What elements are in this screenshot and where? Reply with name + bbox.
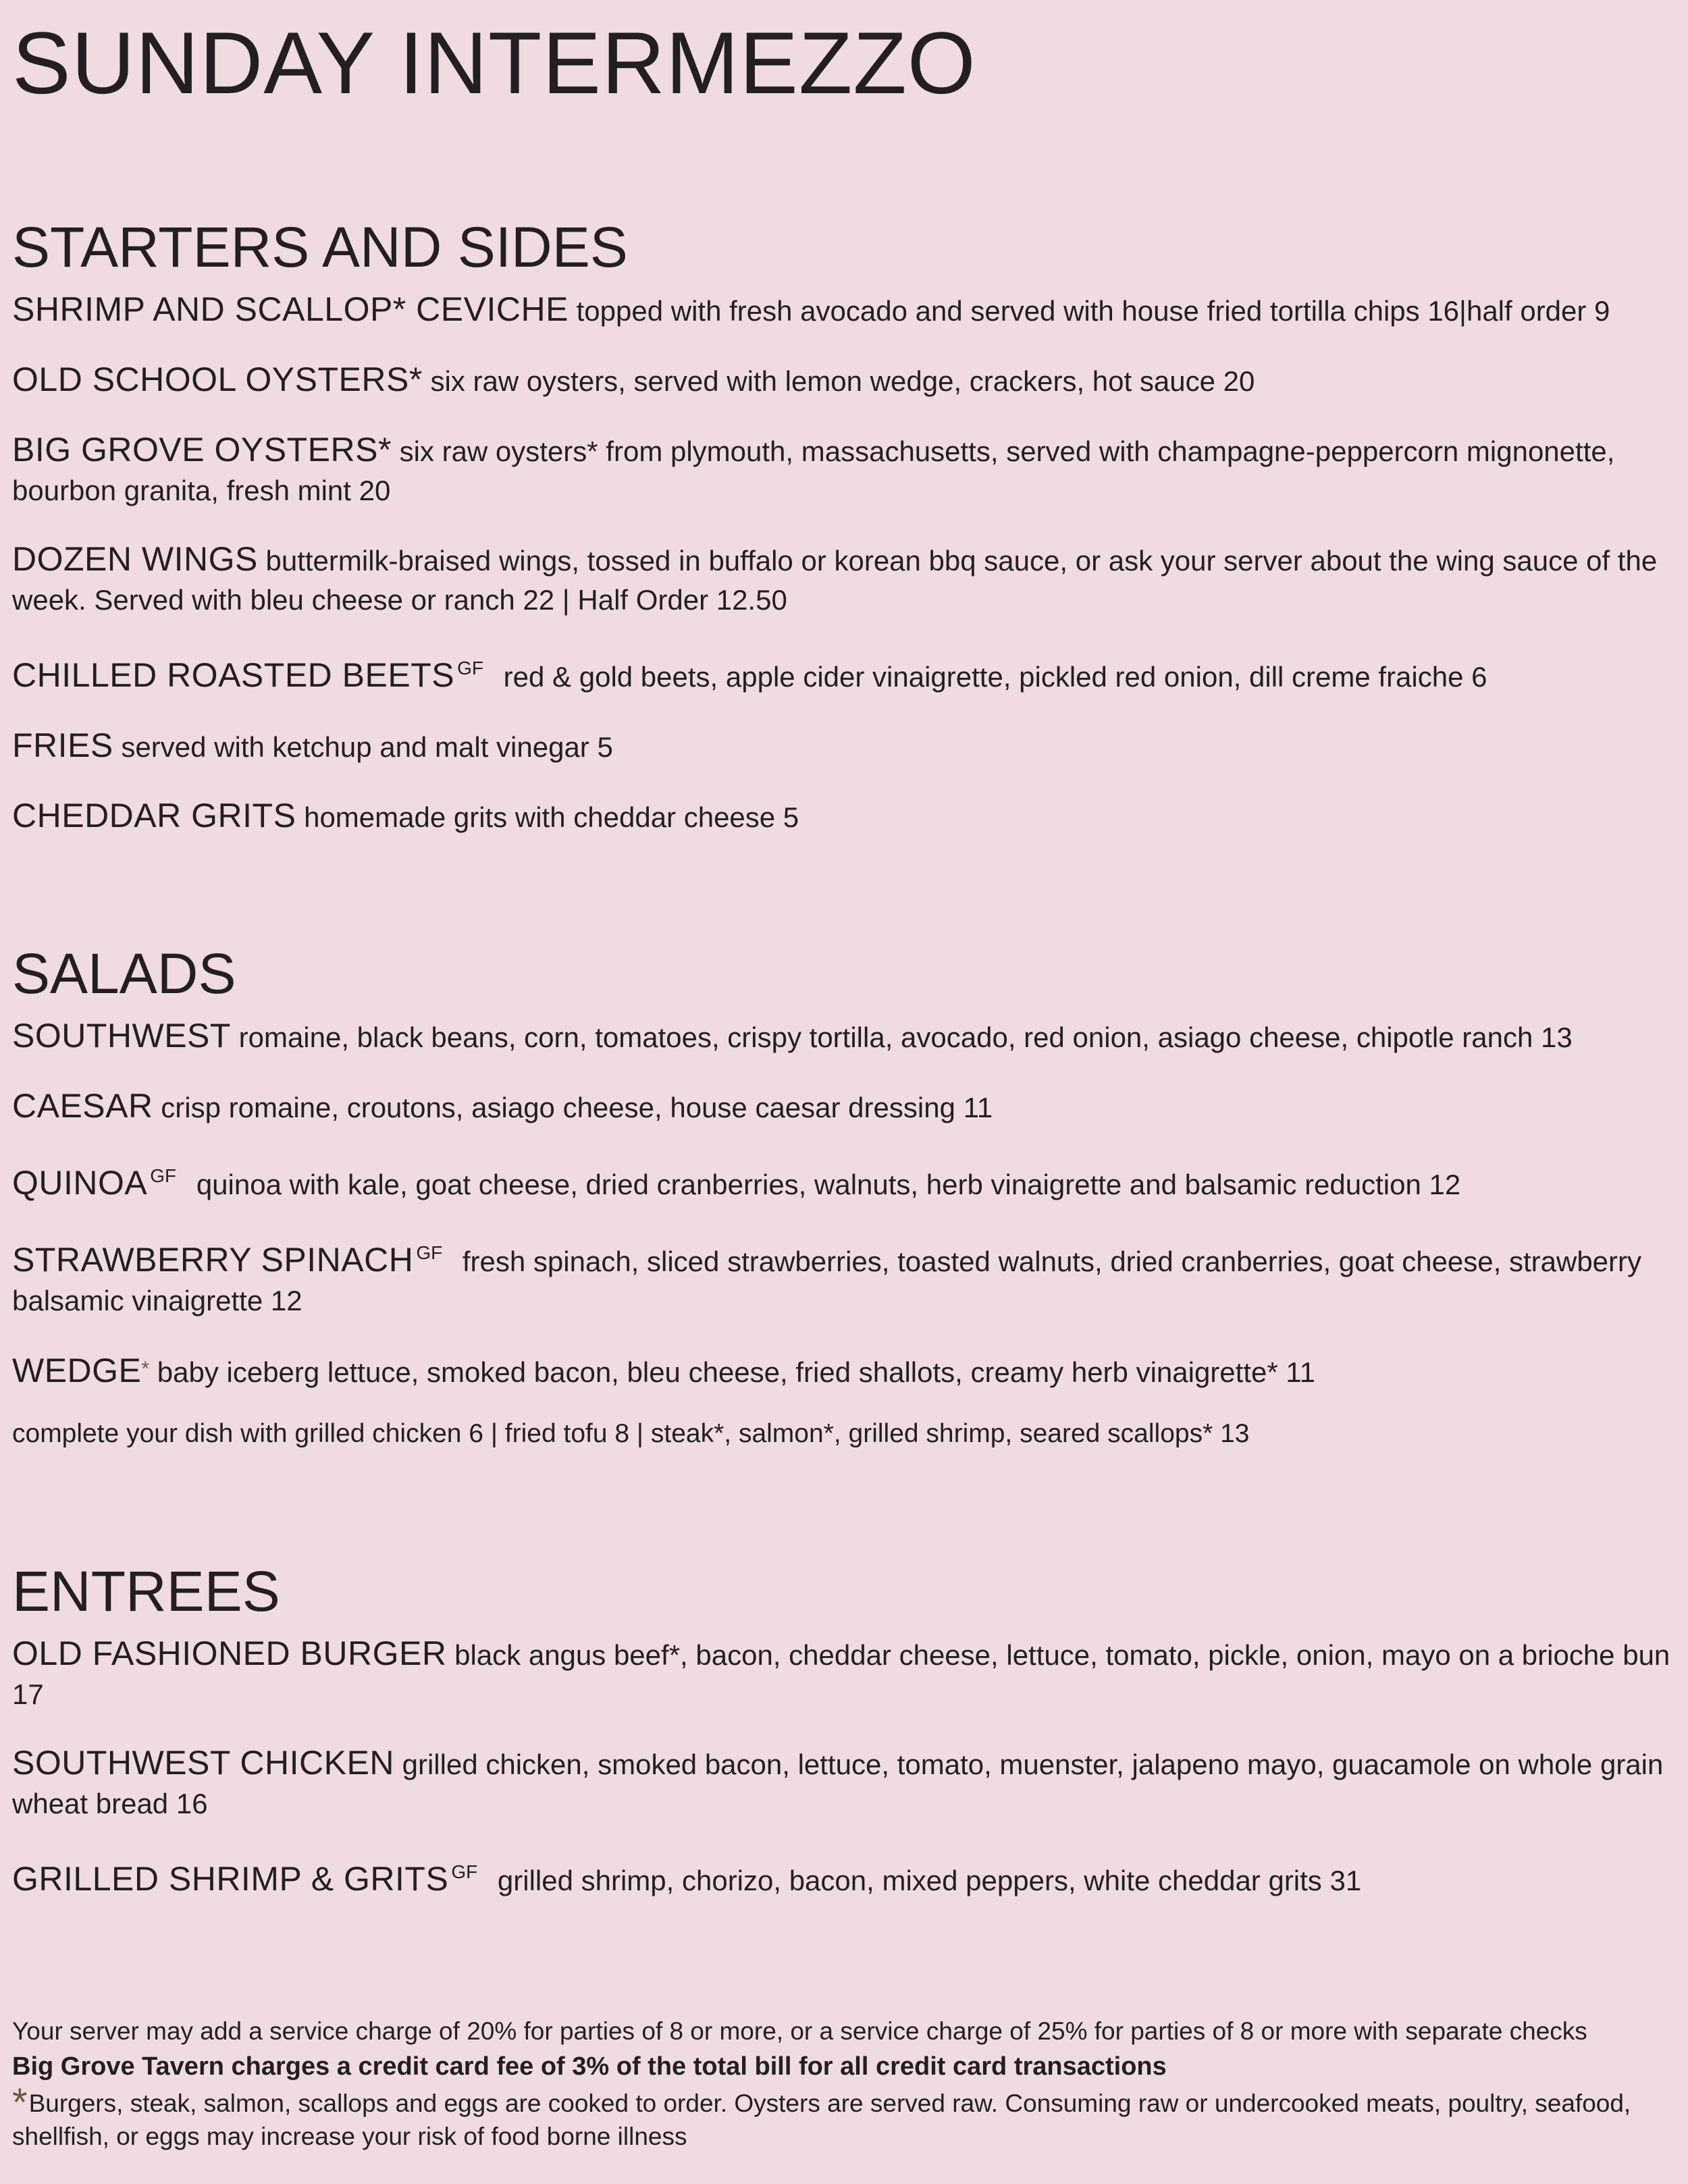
item-description: crisp romaine, croutons, asiago cheese, house caesar dressing 11 <box>161 1091 993 1123</box>
service-charge-note: Your server may add a service charge of 20% for parties of 8 or more, or a service charge of 25% for parties of 8 or more with separate checks <box>12 2017 1587 2045</box>
item-description: red & gold beets, apple cider vinaigrette, pickled red onion, dill creme fraiche 6 <box>503 660 1487 693</box>
item-name: SOUTHWEST CHICKEN <box>12 1743 394 1782</box>
menu-item <box>12 290 1680 331</box>
menu-title: SUNDAY INTERMEZZO <box>12 14 976 112</box>
menu-item <box>12 1743 1680 1823</box>
menu-item <box>12 1156 1680 1204</box>
footer <box>12 2015 1687 2156</box>
menu-item <box>12 1853 1680 1900</box>
menu-item <box>12 649 1680 697</box>
credit-card-fee-note: Big Grove Tavern charges a credit card fee of 3% of the total bill for all credit card transactions <box>12 2052 1167 2081</box>
asterisk-mark: * <box>141 1357 150 1380</box>
item-name: SHRIMP AND SCALLOP* CEVICHE <box>12 290 569 328</box>
menu-item <box>12 539 1680 620</box>
item-name: QUINOA <box>12 1163 148 1202</box>
menu-item <box>12 1086 1680 1127</box>
menu-item <box>12 1016 1680 1057</box>
addon-note: complete your dish with grilled chicken 6 | fried tofu 8 | steak*, salmon*, grilled shrimp, seared scallops* 13 <box>12 1418 1250 1448</box>
item-description: quinoa with kale, goat cheese, dried cranberries, walnuts, herb vinaigrette and balsamic reduction 12 <box>196 1168 1461 1200</box>
item-name: CHILLED ROASTED BEETS <box>12 656 455 694</box>
item-description: grilled chicken, smoked bacon, lettuce, tomato, muenster, jalapeno mayo, guacamole on whole grain wheat bread 16 <box>12 1748 1664 1819</box>
item-description: six raw oysters* from plymouth, massachusetts, served with champagne-peppercorn mignonette, bourbon granita, fresh mint 20 <box>12 435 1615 506</box>
item-description: black angus beef*, bacon, cheddar cheese, lettuce, tomato, pickle, onion, mayo on a brioche bun 17 <box>12 1639 1670 1710</box>
item-name: OLD SCHOOL OYSTERS* <box>12 360 423 398</box>
food-safety-warning <box>12 2081 1687 2153</box>
item-name: FRIES <box>12 726 113 764</box>
item-description: homemade grits with cheddar cheese 5 <box>304 801 799 833</box>
menu-item <box>12 430 1680 510</box>
item-description: romaine, black beans, corn, tomatoes, crispy tortilla, avocado, red onion, asiago cheese, chipotle ranch 13 <box>238 1021 1573 1053</box>
item-description: topped with fresh avocado and served with house fried tortilla chips 16|half order 9 <box>576 294 1610 327</box>
item-description: baby iceberg lettuce, smoked bacon, bleu cheese, fried shallots, creamy herb vinaigrette* 11 <box>157 1356 1315 1388</box>
item-description: served with ketchup and malt vinegar 5 <box>121 730 613 763</box>
menu-item <box>12 1233 1680 1321</box>
gluten-free-tag: GF <box>416 1242 443 1263</box>
menu-item <box>12 1634 1680 1714</box>
menu-item <box>12 796 1680 837</box>
item-name: OLD FASHIONED BURGER <box>12 1634 447 1672</box>
item-name: CHEDDAR GRITS <box>12 796 296 834</box>
item-name: BIG GROVE OYSTERS* <box>12 430 392 469</box>
item-name: DOZEN WINGS <box>12 539 258 578</box>
section-salads <box>12 941 1680 1452</box>
item-description: grilled shrimp, chorizo, bacon, mixed peppers, white cheddar grits 31 <box>497 1864 1362 1896</box>
gluten-free-tag: GF <box>457 657 483 678</box>
section-entrees <box>12 1559 1680 1929</box>
warning-text: Burgers, steak, salmon, scallops and eggs are cooked to order. Oysters are served raw. Consuming raw or undercooked meats, poultry, seafood, shellfish, or eggs may increase your risk of food borne illness <box>12 2089 1631 2150</box>
menu-item <box>12 360 1680 401</box>
item-description: fresh spinach, sliced strawberries, toasted walnuts, dried cranberries, goat cheese, strawberry balsamic vinaigrette 12 <box>12 1245 1642 1316</box>
gluten-free-tag: GF <box>451 1861 478 1882</box>
section-heading-salads: SALADS <box>12 942 236 1005</box>
menu-item <box>12 1350 1680 1392</box>
section-heading-starters: STARTERS AND SIDES <box>12 215 628 279</box>
item-name: STRAWBERRY SPINACH <box>12 1240 414 1279</box>
item-name: GRILLED SHRIMP & GRITS <box>12 1859 449 1898</box>
item-description: six raw oysters, served with lemon wedge, crackers, hot sauce 20 <box>430 365 1255 397</box>
menu-item <box>12 726 1680 767</box>
item-description: buttermilk-braised wings, tossed in buffalo or korean bbq sauce, or ask your server about the wing sauce of the week. Served with bleu cheese or ranch 22 | Half Order 12.50 <box>12 544 1658 616</box>
section-starters <box>12 215 1680 866</box>
gluten-free-tag: GF <box>150 1165 177 1186</box>
asterisk-icon: * <box>12 2081 28 2125</box>
item-name: CAESAR <box>12 1086 153 1125</box>
section-heading-entrees: ENTREES <box>12 1560 280 1623</box>
item-name: WEDGE <box>12 1351 142 1389</box>
item-name: SOUTHWEST <box>12 1016 231 1055</box>
